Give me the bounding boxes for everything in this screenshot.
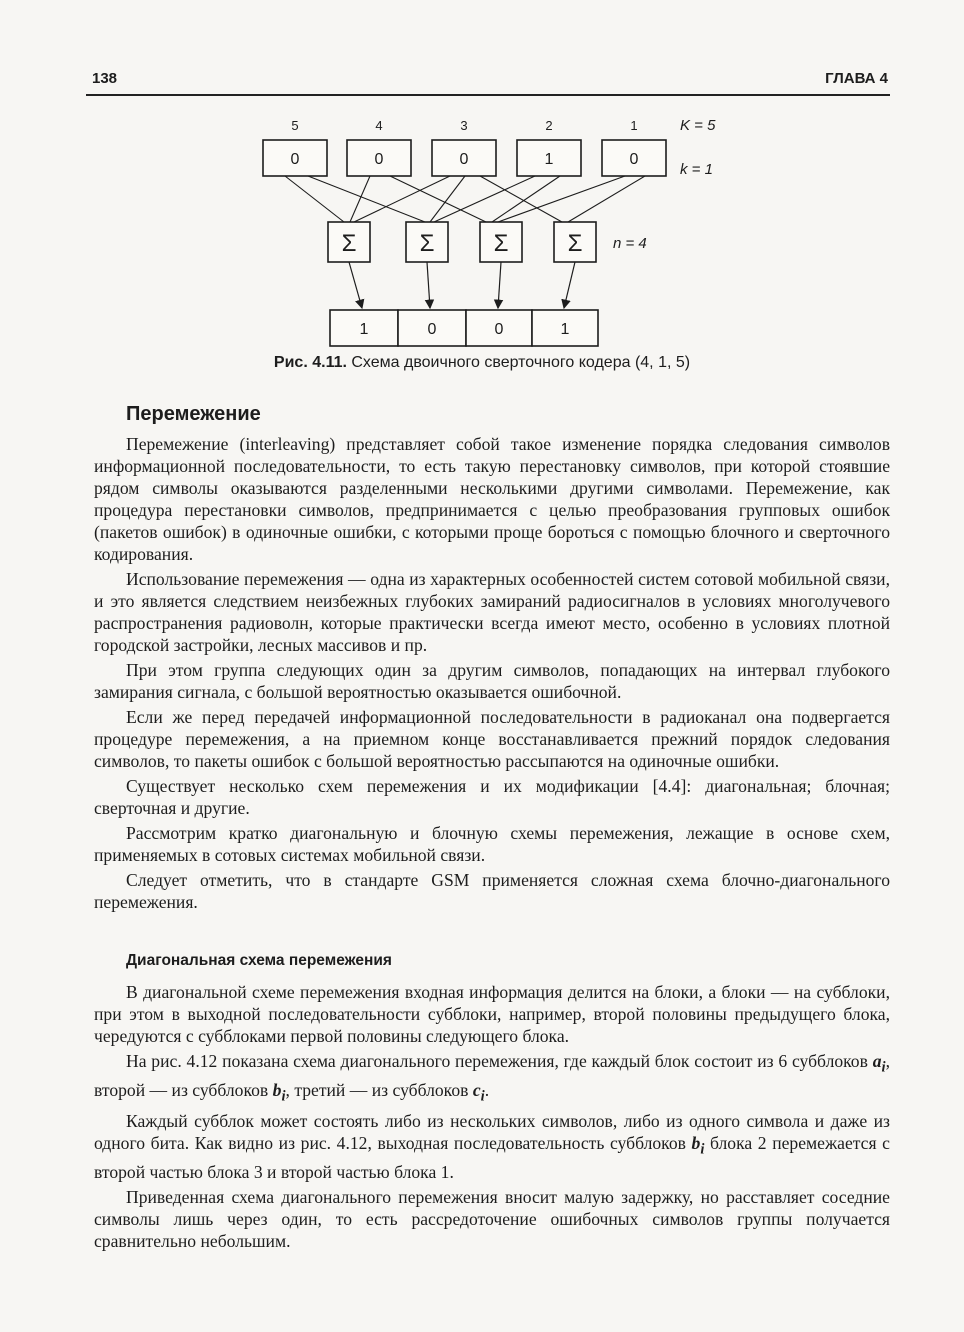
paragraph: Если же перед передачей информационной последовательности в радиоканал она подвергается процедуре перемежения, а на приемном конце восстанавливается прежний порядок следования символов, то пакеты ошибок с большой вероятностью рассыпаются на одиночные ошибки. [94, 707, 890, 771]
subsection-title: Диагональная схема перемежения [126, 952, 392, 969]
adder-symbol-2: Σ [419, 230, 435, 257]
output-value-2: 0 [427, 321, 437, 338]
subscript-i: i [281, 1088, 286, 1105]
k-input-label: k = 1 [680, 161, 713, 178]
paragraph-with-symbols [94, 1110, 890, 1183]
adder-symbol-1: Σ [341, 230, 357, 257]
page-number: 138 [92, 70, 118, 87]
subsection-body [94, 981, 890, 1252]
text-run: Каждый субблок может состоять либо из нескольких символов, либо из одного символа и даже из одного бита. Как видно из рис. 4.12, выходная последовательность субблоков [94, 1111, 890, 1154]
symbol-b [691, 1133, 705, 1158]
chapter-title: ГЛАВА 4 [825, 70, 888, 87]
symbol-letter: c [472, 1079, 481, 1100]
output-arrows [349, 262, 575, 308]
subscript-i: i [881, 1059, 886, 1076]
register-value-5: 0 [290, 151, 300, 168]
subscript-i: i [700, 1141, 705, 1158]
figure-number: Рис. 4.11. [273, 354, 347, 371]
output-value-3: 0 [494, 321, 504, 338]
k-constraint-label: K = 5 [680, 117, 716, 134]
symbol-b [272, 1079, 286, 1105]
text-run: блока 2 перемежается с второй частью блока 3 и второй частью блока 1. [94, 1133, 890, 1182]
position-label-5: 5 [291, 118, 299, 133]
adder-symbol-4: Σ [567, 230, 583, 257]
text-run: . [484, 1079, 490, 1100]
connection-lines [285, 176, 645, 222]
symbol-c [472, 1079, 485, 1105]
paragraph-with-symbols [94, 1050, 890, 1107]
paragraph: Приведенная схема диагонального перемежения вносит малую задержку, но расставляет соседние символы лишь через один, то есть рассредоточение ошибочных символов группы получается сравнительно небольшим. [94, 1186, 890, 1251]
symbol-a [872, 1051, 886, 1076]
position-label-3: 3 [460, 118, 468, 133]
register-value-3: 0 [459, 151, 469, 168]
symbol-letter: a [872, 1051, 882, 1071]
encoder-diagram [240, 110, 740, 355]
text-run: , третий — из субблоков [285, 1079, 469, 1100]
register-value-1: 0 [629, 151, 639, 168]
output-value-4: 1 [560, 321, 570, 338]
symbol-letter: b [691, 1133, 701, 1154]
page-header [86, 66, 890, 96]
adder-symbol-3: Σ [493, 230, 509, 257]
subscript-i: i [480, 1088, 485, 1105]
position-label-1: 1 [630, 118, 638, 133]
text-run: , второй — из субблоков [94, 1051, 890, 1100]
text-run: На рис. 4.12 показана схема диагонального перемежения, где каждый блок состоит из 6 субблоков [126, 1051, 868, 1071]
paragraph: При этом группа следующих один за другим символов, попадающих на интервал глубокого замирания сигнала, с большой вероятностью оказывается ошибочной. [94, 660, 890, 702]
position-label-2: 2 [545, 118, 553, 133]
paragraph: Рассмотрим кратко диагональную и блочную схемы перемежения, лежащие в основе схем, применяемых в сотовых системах мобильной связи. [94, 823, 890, 865]
register-value-2: 1 [544, 151, 554, 168]
output-value-1: 1 [359, 321, 369, 338]
section-title: Перемежение [126, 403, 261, 425]
figure-caption-text: Схема двоичного сверточного кодера (4, 1, 5) [351, 354, 691, 371]
n-output-label: n = 4 [613, 235, 647, 252]
section-body [94, 433, 890, 913]
symbol-letter: b [272, 1079, 282, 1100]
paragraph: Следует отметить, что в стандарте GSM применяется сложная схема блочно-диагонального перемежения. [94, 870, 890, 912]
figure-caption [0, 354, 964, 372]
paragraph: Перемежение (interleaving) представляет собой такое изменение порядка следования символов информационной последовательности, то есть такую перестановку символов, при которой стоявшие рядом символы оказываются разделенными несколькими другими символами. Перемежение, как процедура перестановки символов, предпринимается с целью преобразования групповых ошибок (пакетов ошибок) в одиночные ошибки, с которыми проще бороться с помощью блочного и сверточного кодирования. [94, 434, 890, 564]
encoder-diagram-svg [240, 110, 740, 350]
paragraph: Использование перемежения — одна из характерных особенностей систем сотовой мобильной связи, и это является следствием неизбежных глубоких замираний радиосигналов в условиях многолучевого распространения радиоволн, которые практически всегда имеют место, особенно в условиях плотной городской застройки, лесных массивов и пр. [94, 569, 890, 655]
paragraph: В диагональной схеме перемежения входная информация делится на блоки, а блоки — на субблоки, при этом в выходной последовательности субблоки, например, второй половины предыдущего блока, чередуются с субблоками первой половины следующего блока. [94, 982, 890, 1046]
register-value-4: 0 [374, 151, 384, 168]
position-label-4: 4 [375, 118, 383, 133]
paragraph: Существует несколько схем перемежения и их модификации [4.4]: диагональная; блочная; сверточная и другие. [94, 776, 890, 818]
